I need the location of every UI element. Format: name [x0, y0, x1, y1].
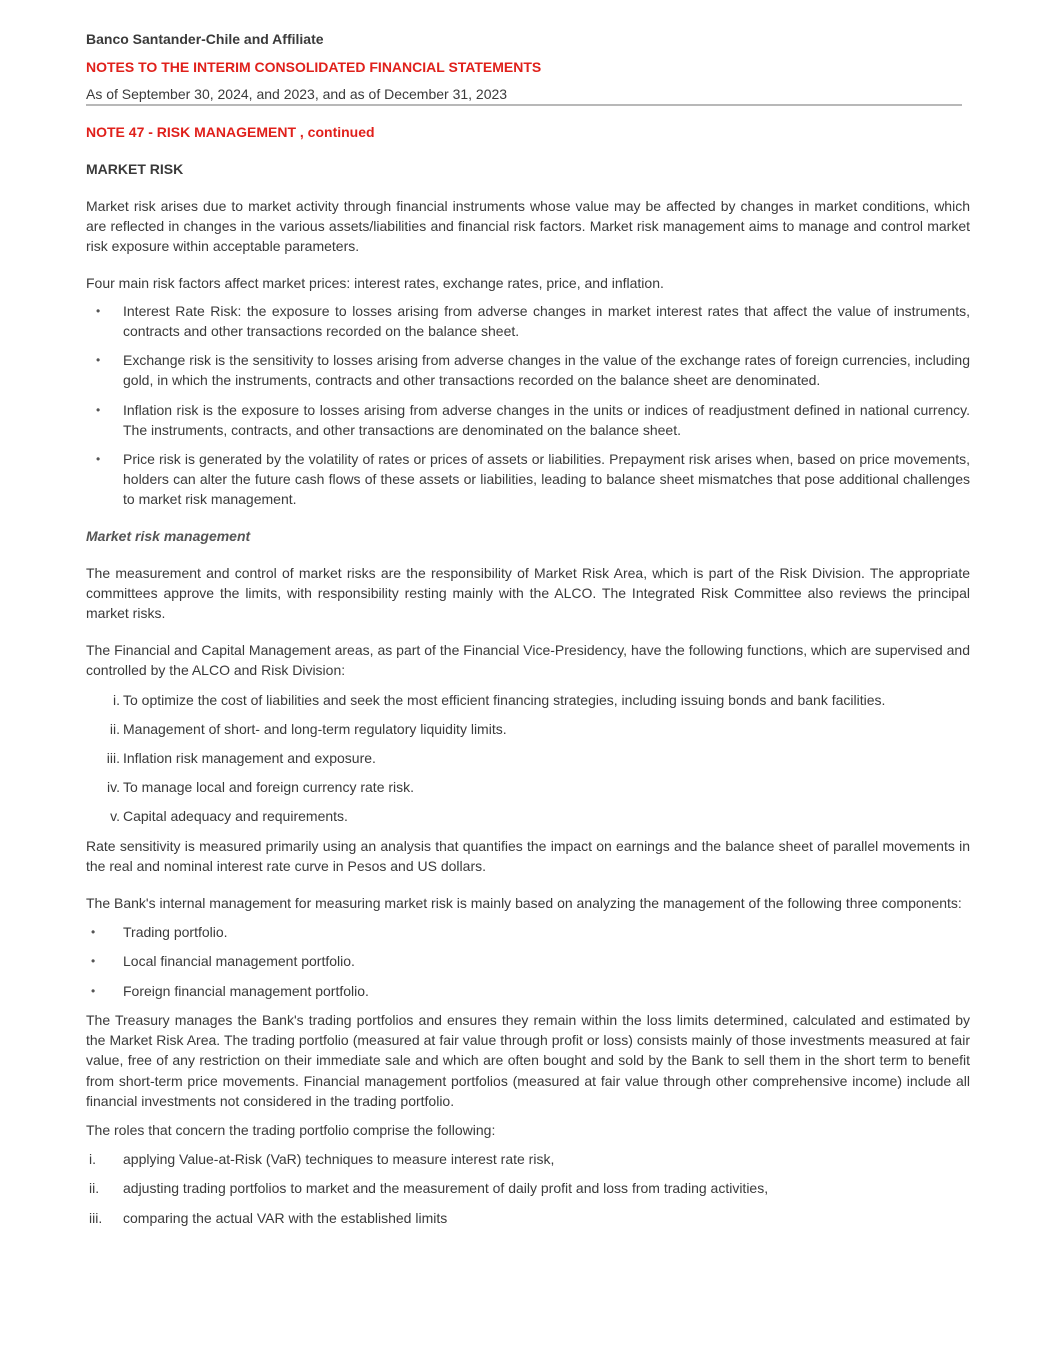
list-item: [86, 449, 970, 510]
list-item-text: Trading portfolio.: [123, 924, 228, 941]
list-item: [86, 806, 970, 826]
list-item-text: Price risk is generated by the volatility of rates or prices of assets or liabilities. Prepayment risk arises when, based on price movements, holders can alter the future cash flows of these assets or liabilities, leading to balance sheet mismatches that pose additional challenges to market risk management.: [123, 451, 970, 508]
list-item-text: applying Value-at-Risk (VaR) techniques to measure interest rate risk,: [123, 1151, 555, 1168]
date-line: As of September 30, 2024, and 2023, and as of December 31, 2023: [86, 86, 508, 102]
bullet-icon: •: [91, 983, 96, 998]
treasury-paragraph: The Treasury manages the Bank's trading portfolios and ensures they remain within the loss limits determined, calculated and estimated by the Market Risk Area. The trading portfolio (measured at fair value through profit or loss) consists mainly of those investments measured at fair value, free of any restriction on their immediate sale and which are often bought and sold by the Bank to sell them in the short term to benefit from short-term price movements. Financial management portfolios (measured at fair value through other comprehensive income) include all financial investments not considered in the trading portfolio.: [86, 1011, 970, 1109]
notes-title: NOTES TO THE INTERIM CONSOLIDATED FINANCIAL STATEMENTS: [86, 59, 542, 75]
section-title: MARKET RISK: [86, 161, 184, 177]
list-number: iv.: [107, 779, 120, 796]
rate-sensitivity-paragraph: Rate sensitivity is measured primarily using an analysis that quantifies the impact on earnings and the balance sheet of parallel movements in the real and nominal interest rate curve in Pesos and US dollars.: [86, 837, 970, 874]
list-item-text: Capital adequacy and requirements.: [123, 808, 348, 825]
list-item: [86, 777, 970, 797]
list-number: ii.: [89, 1180, 100, 1197]
list-number: iii.: [89, 1209, 103, 1226]
bullet-icon: •: [96, 402, 101, 417]
list-item-text: To optimize the cost of liabilities and seek the most efficient financing strategies, including issuing bonds and bank facilities.: [123, 691, 886, 708]
risk-factor-list: [86, 301, 970, 510]
list-item-text: comparing the actual VAR with the established limits: [123, 1209, 448, 1226]
document-page: [86, 29, 970, 1237]
bullet-icon: •: [96, 353, 101, 368]
measurement-paragraph: The measurement and control of market risks are the responsibility of Market Risk Area, which is part of the Risk Division. The appropriate committees approve the limits, with responsibility resting mainly with the ALCO. The Integrated Risk Committee also reviews the principal market risks.: [86, 564, 970, 622]
list-item: [86, 1149, 970, 1169]
list-item-text: Management of short- and long-term regulatory liquidity limits.: [123, 720, 507, 737]
bullet-icon: •: [91, 954, 96, 969]
list-number: i.: [113, 691, 120, 708]
intro-paragraph: Market risk arises due to market activity through financial instruments whose value may be affected by changes in market conditions, which are reflected in changes in the various assets/liabilities and financial risk factors. Market risk management aims to manage and control market risk exposure within acceptable parameters.: [86, 198, 970, 255]
list-item: [86, 719, 970, 739]
list-item-text: Local financial management portfolio.: [123, 953, 355, 970]
bullet-icon: •: [96, 452, 101, 467]
header-divider: [86, 104, 962, 106]
list-item: [86, 1178, 970, 1198]
list-item-text: Inflation risk management and exposure.: [123, 750, 376, 767]
list-item-text: adjusting trading portfolios to market and the measurement of daily profit and loss from trading activities,: [123, 1180, 769, 1197]
list-item: [86, 400, 970, 440]
roles-list: [86, 1149, 970, 1228]
list-item: [86, 1208, 970, 1228]
list-item-text: Exchange risk is the sensitivity to losses arising from adverse changes in the value of the exchange rates of foreign currencies, including gold, in which the instruments, contracts and other transactions recorded on the balance sheet are denominated.: [123, 352, 970, 389]
factors-paragraph: Four main risk factors affect market prices: interest rates, exchange rates, price, and inflation.: [86, 274, 664, 291]
list-number: v.: [110, 808, 120, 825]
bullet-icon: •: [96, 303, 101, 318]
list-item: [86, 922, 970, 942]
bullet-icon: •: [91, 925, 96, 940]
list-number: iii.: [106, 750, 120, 767]
company-name: Banco Santander-Chile and Affiliate: [86, 31, 324, 47]
list-item-text: Interest Rate Risk: the exposure to losses arising from adverse changes in market interest rates that affect the value of instruments, contracts and other transactions recorded on the balance sheet.: [123, 302, 970, 340]
financial-areas-paragraph: The Financial and Capital Management areas, as part of the Financial Vice-Presidency, have the following functions, which are supervised and controlled by the ALCO and Risk Division:: [86, 642, 970, 679]
list-item: [86, 350, 970, 390]
functions-list: [86, 690, 970, 827]
internal-management-paragraph: The Bank's internal management for measuring market risk is mainly based on analyzing the management of the following three components:: [86, 895, 962, 912]
list-number: ii.: [109, 720, 120, 737]
list-item-text: Inflation risk is the exposure to losses arising from adverse changes in the units or indices of readjustment defined in national currency. The instruments, contracts, and other transactions are denominated on the balance sheet.: [123, 401, 970, 438]
list-number: i.: [89, 1151, 96, 1168]
components-list: [86, 922, 970, 1001]
list-item-text: To manage local and foreign currency rate risk.: [123, 779, 415, 796]
roles-paragraph: The roles that concern the trading portfolio comprise the following:: [86, 1121, 496, 1138]
note-title: NOTE 47 - RISK MANAGEMENT , continued: [86, 124, 375, 140]
subsection-title: Market risk management: [86, 527, 251, 544]
list-item: [86, 748, 970, 768]
list-item: [86, 981, 970, 1001]
list-item-text: Foreign financial management portfolio.: [123, 982, 369, 999]
list-item: [86, 690, 970, 710]
list-item: [86, 951, 970, 971]
list-item: [86, 301, 970, 341]
